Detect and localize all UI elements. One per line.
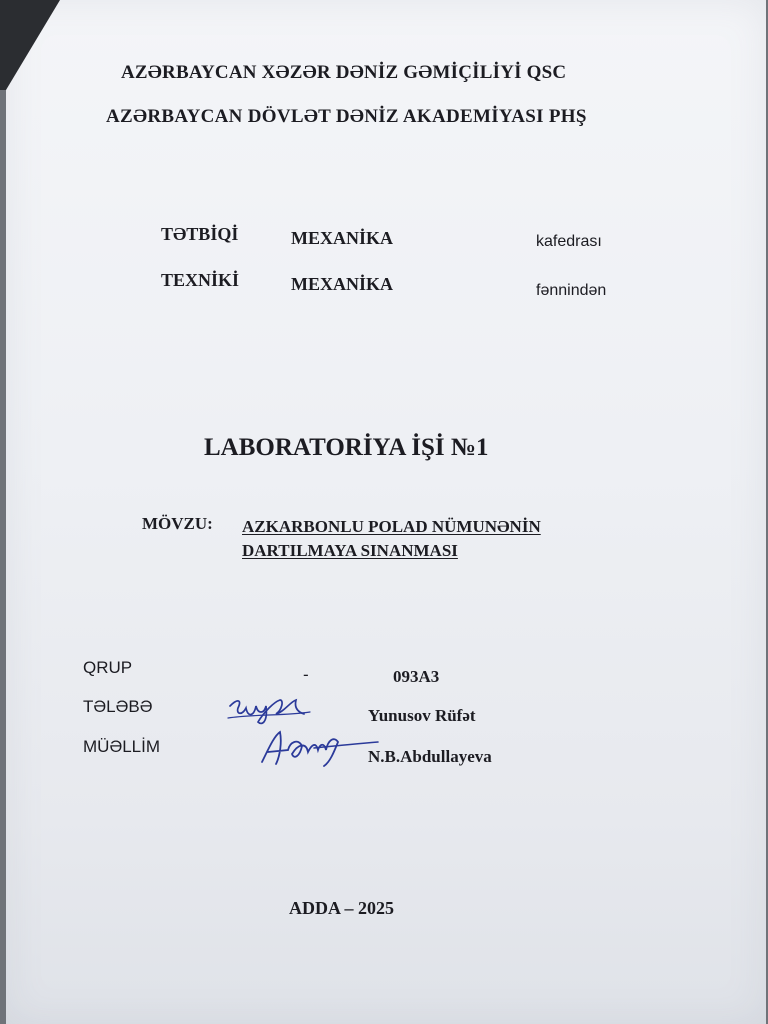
topic-label: MÖVZU: <box>142 514 213 533</box>
topic-line-2: DARTILMAYA SINANMASI <box>242 541 458 560</box>
dept-row2-col2: MEXANİKA <box>291 274 393 294</box>
page-fold <box>6 0 60 90</box>
document-page <box>6 0 766 1024</box>
dept-row1-col2: MEXANİKA <box>291 228 393 248</box>
footer-place-year: ADDA – 2025 <box>289 898 395 918</box>
student-value: Yunusov Rüfət <box>368 706 476 725</box>
group-label: QRUP <box>83 658 133 677</box>
student-label: TƏLƏBƏ <box>83 697 153 716</box>
student-signature <box>224 692 314 728</box>
lab-title: LABORATORİYA İŞİ №1 <box>204 434 489 461</box>
teacher-signature <box>254 726 384 770</box>
topic-line-1: AZKARBONLU POLAD NÜMUNƏNİN <box>242 517 541 536</box>
group-value: 093A3 <box>393 667 440 686</box>
dept-row1-col3: kafedrası <box>536 233 602 250</box>
group-dash: - <box>303 665 309 684</box>
header-line-2: AZƏRBAYCAN DÖVLƏT DƏNİZ AKADEMİYASI PHŞ <box>106 106 587 127</box>
header-line-1: AZƏRBAYCAN XƏZƏR DƏNİZ GƏMİÇİLİYİ QSC <box>121 62 567 83</box>
dept-row2-col1: TEXNİKİ <box>161 270 240 290</box>
teacher-label: MÜƏLLİM <box>83 737 161 756</box>
dept-row1-col1: TƏTBİQİ <box>161 224 239 244</box>
teacher-value: N.B.Abdullayeva <box>368 747 492 766</box>
dept-row2-col3: fənnindən <box>536 282 607 299</box>
